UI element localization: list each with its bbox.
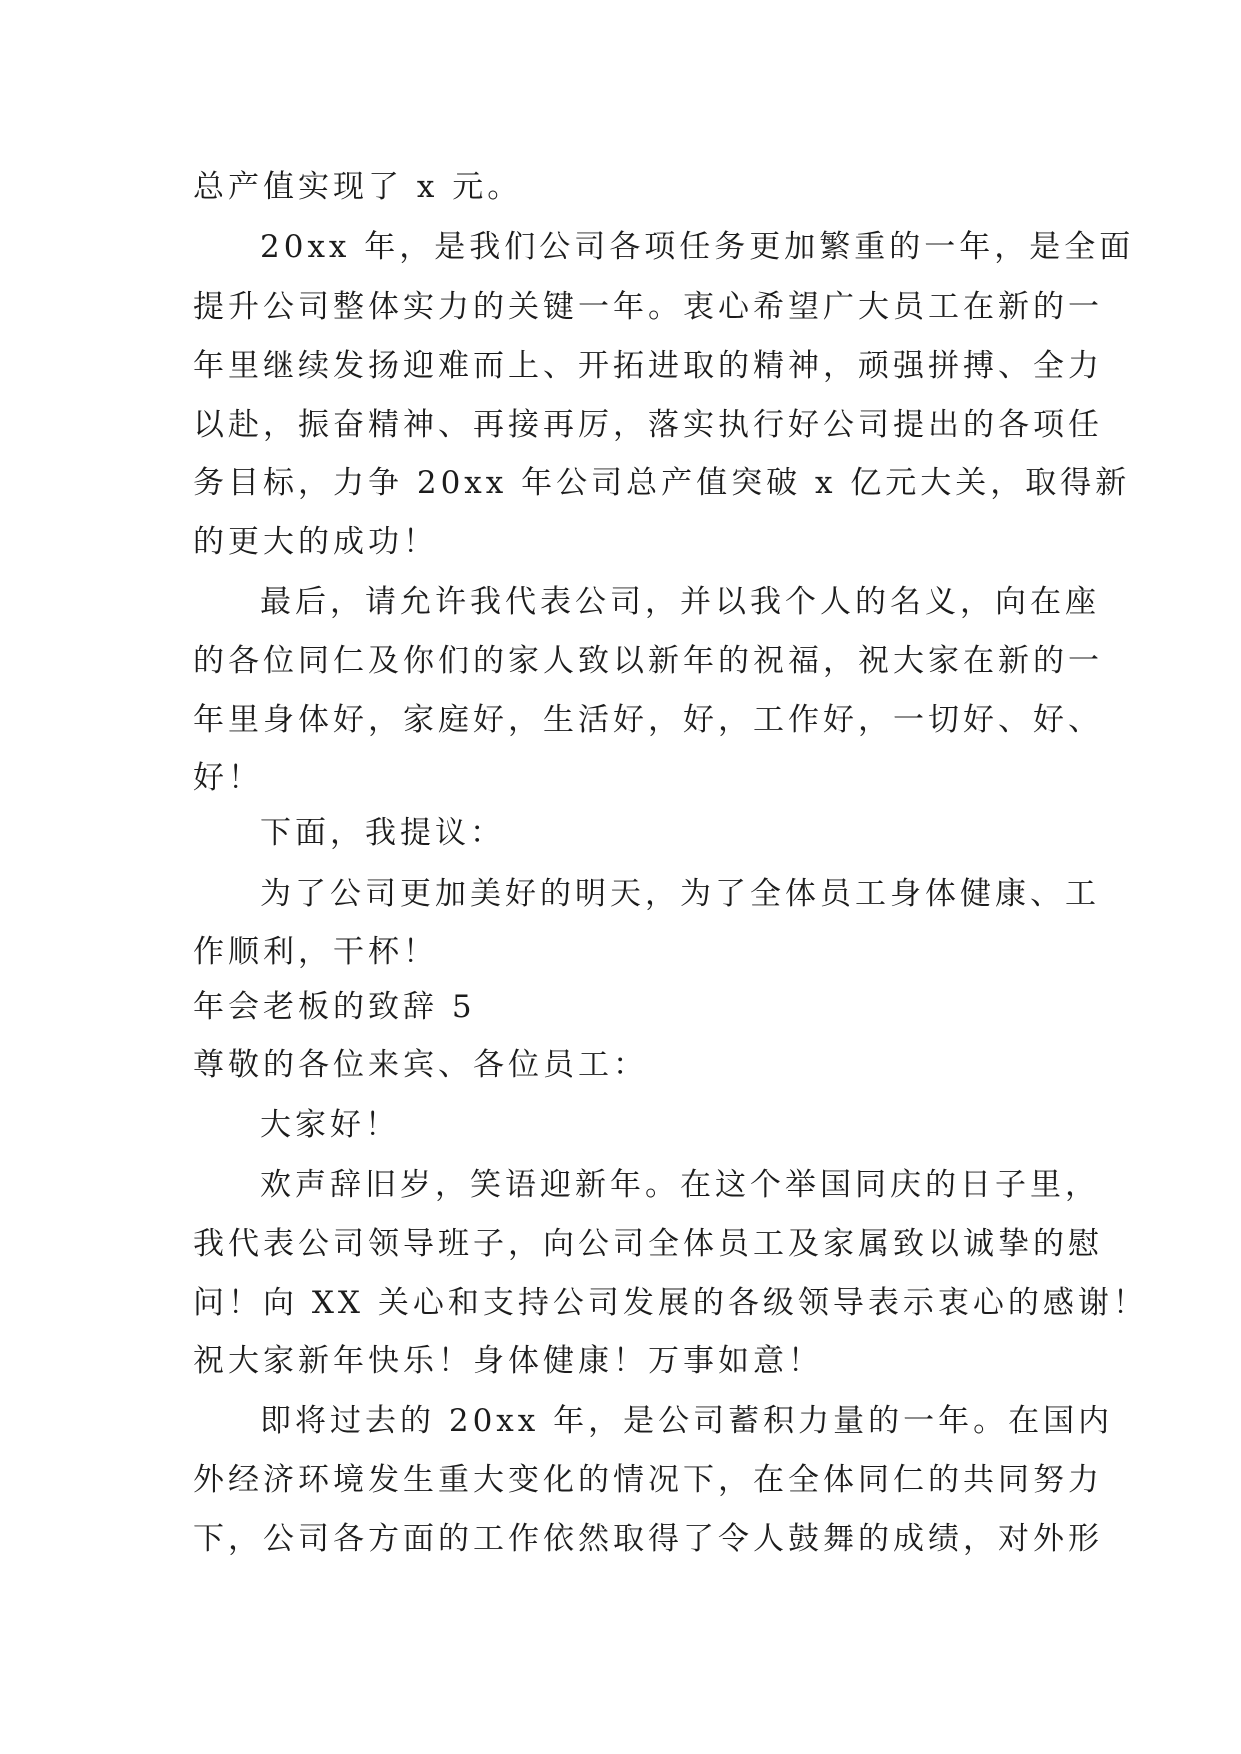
text-line: 即将过去的 20xx 年，是公司蓄积力量的一年。在国内 [260,1403,1114,1439]
text-line: 提升公司整体实力的关键一年。衷心希望广大员工在新的一 [193,289,1103,325]
text-line: 务目标，力争 20xx 年公司总产值突破 x 亿元大关，取得新 [193,465,1131,501]
text-line: 年里继续发扬迎难而上、开拓进取的精神，顽强拼搏、全力 [193,348,1103,384]
text-line: 的各位同仁及你们的家人致以新年的祝福，祝大家在新的一 [193,643,1103,679]
text-line: 祝大家新年快乐！身体健康！万事如意！ [193,1343,823,1379]
text-line: 欢声辞旧岁，笑语迎新年。在这个举国同庆的日子里， [260,1167,1100,1203]
text-line: 好！ [193,760,263,796]
text-line: 问！向 XX 关心和支持公司发展的各级领导表示衷心的感谢！ [193,1285,1148,1321]
text-line: 的更大的成功！ [193,524,438,560]
text-line: 外经济环境发生重大变化的情况下，在全体同仁的共同努力 [193,1462,1103,1498]
text-line: 总产值实现了 x 元。 [193,169,523,205]
text-line: 以赴，振奋精神、再接再厉，落实执行好公司提出的各项任 [193,407,1103,443]
text-line: 大家好！ [260,1107,400,1143]
section-title: 年会老板的致辞 5 [193,989,476,1025]
text-line: 为了公司更加美好的明天，为了全体员工身体健康、工 [260,876,1100,912]
text-line: 作顺利，干杯！ [193,934,438,970]
text-line: 下，公司各方面的工作依然取得了令人鼓舞的成绩，对外形 [193,1521,1103,1557]
text-line: 最后，请允许我代表公司，并以我个人的名义，向在座 [260,584,1100,620]
text-line: 我代表公司领导班子，向公司全体员工及家属致以诚挚的慰 [193,1226,1103,1262]
text-line: 下面，我提议： [260,815,505,851]
text-line: 年里身体好，家庭好，生活好，好，工作好，一切好、好、 [193,702,1103,738]
salutation: 尊敬的各位来宾、各位员工： [193,1047,648,1083]
text-line: 20xx 年，是我们公司各项任务更加繁重的一年，是全面 [260,229,1135,265]
